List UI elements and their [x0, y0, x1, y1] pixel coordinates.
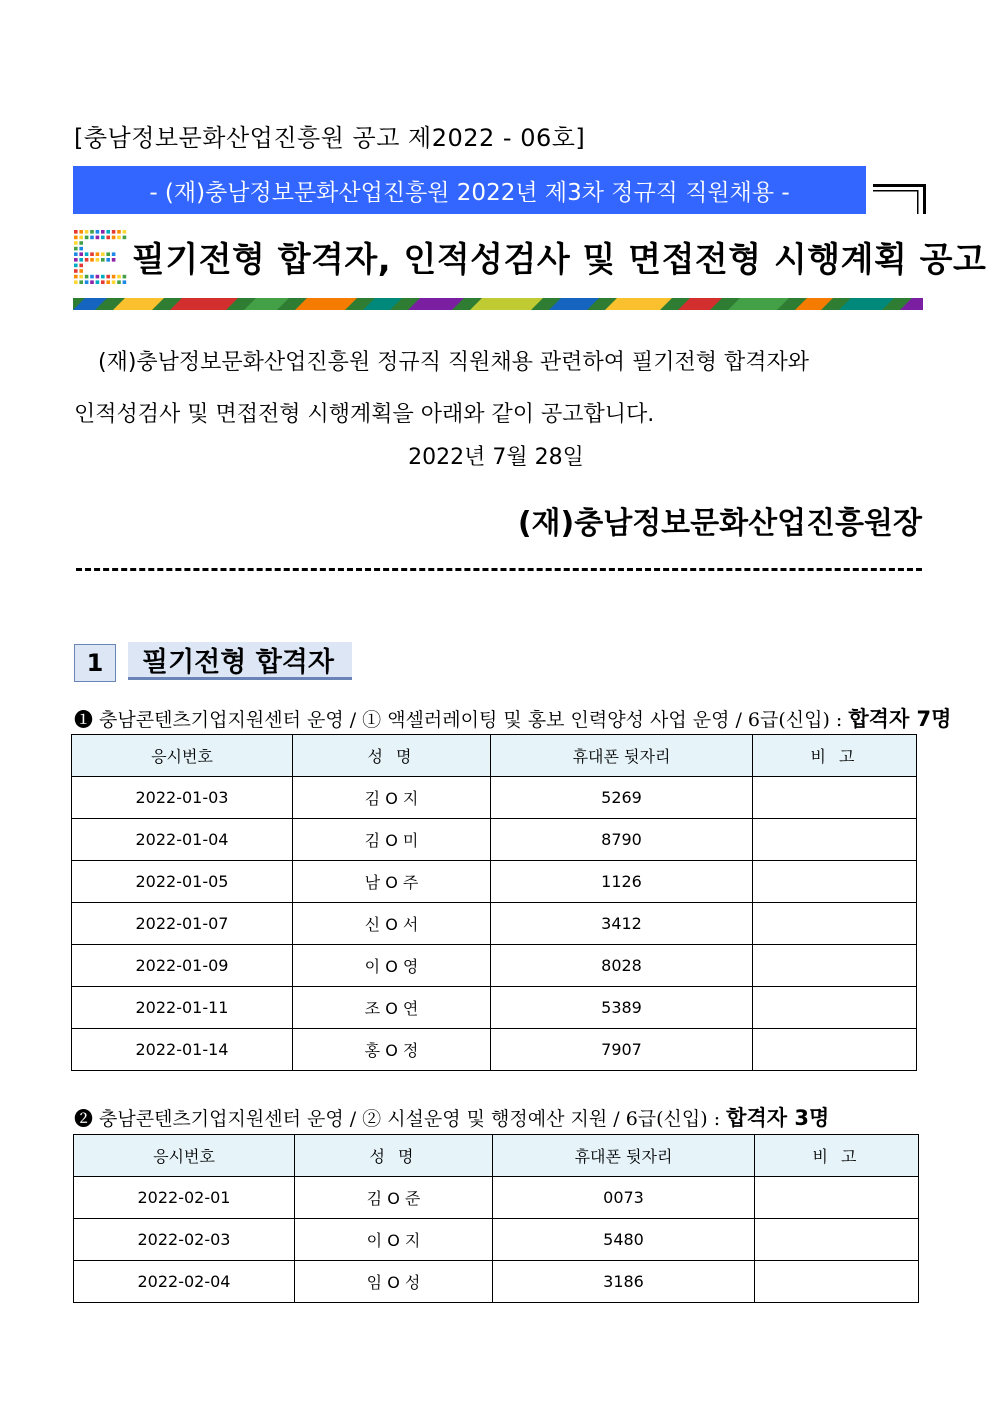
applicant-name: 김 O 지 [293, 777, 491, 819]
group-1-heading [74, 703, 951, 733]
table-row [74, 1177, 919, 1219]
phone-digits: 7907 [491, 1029, 753, 1071]
page-title: 필기전형 합격자, 인적성검사 및 면접전형 시행계획 공고 [132, 240, 987, 280]
header-remarks: 비 고 [753, 735, 917, 777]
intro-paragraph [74, 337, 922, 441]
group-1-count: 합격자 7명 [848, 707, 952, 731]
intro-line-2: 인적성검사 및 면접전형 시행계획을 아래와 같이 공고합니다. [74, 402, 655, 427]
table-row [74, 1261, 919, 1303]
exam-number: 2022-01-03 [72, 777, 293, 819]
exam-number: 2022-01-07 [72, 903, 293, 945]
header-remarks: 비 고 [755, 1135, 919, 1177]
exam-number: 2022-02-04 [74, 1261, 295, 1303]
phone-digits: 1126 [491, 861, 753, 903]
header-name: 성 명 [293, 735, 491, 777]
applicant-name: 임 O 성 [295, 1261, 493, 1303]
group-1-heading-text: ❶ 충남콘텐츠기업지원센터 운영 / ① 액셀러레이팅 및 홍보 인력양성 사업 운영 / 6급(신입) : [74, 709, 843, 731]
announcement-date: 2022년 7월 28일 [408, 445, 584, 470]
group-1-table [71, 734, 917, 1071]
table-row [72, 1029, 917, 1071]
remarks [753, 987, 917, 1029]
remarks [753, 1029, 917, 1071]
phone-digits: 5389 [491, 987, 753, 1029]
phone-digits: 3186 [493, 1261, 755, 1303]
group-2-heading [74, 1102, 829, 1132]
applicant-name: 남 O 주 [293, 861, 491, 903]
notice-number: [충남정보문화산업진흥원 공고 제2022 - 06호] [74, 124, 586, 152]
header-exam-number: 응시번호 [72, 735, 293, 777]
table-row [72, 861, 917, 903]
phone-digits: 0073 [493, 1177, 755, 1219]
remarks [753, 903, 917, 945]
remarks [753, 819, 917, 861]
remarks [753, 777, 917, 819]
header-phone-digits: 휴대폰 뒷자리 [493, 1135, 755, 1177]
group-2-heading-text: ❷ 충남콘텐츠기업지원센터 운영 / ② 시설운영 및 행정예산 지원 / 6급(신입) : [74, 1108, 721, 1130]
header-exam-number: 응시번호 [74, 1135, 295, 1177]
table-row [74, 1219, 919, 1261]
remarks [755, 1219, 919, 1261]
color-stripe-divider [73, 298, 923, 310]
phone-digits: 5480 [493, 1219, 755, 1261]
applicant-name: 김 O 준 [295, 1177, 493, 1219]
intro-line-1: (재)충남정보문화산업진흥원 정규직 직원채용 관련하여 필기전형 합격자와 [98, 350, 809, 375]
applicant-name: 이 O 영 [293, 945, 491, 987]
table-row [72, 987, 917, 1029]
phone-digits: 8028 [491, 945, 753, 987]
table-row [72, 819, 917, 861]
remarks [755, 1261, 919, 1303]
corner-bracket-icon [873, 182, 927, 214]
organization-signature: (재)충남정보문화산업진흥원장 [517, 506, 922, 541]
exam-number: 2022-01-04 [72, 819, 293, 861]
remarks [753, 945, 917, 987]
remarks [755, 1177, 919, 1219]
dotted-e-logo-icon [74, 230, 128, 286]
table-header-row [72, 735, 917, 777]
applicant-name: 김 O 미 [293, 819, 491, 861]
group-2-count: 합격자 3명 [726, 1106, 830, 1130]
applicant-name: 신 O 서 [293, 903, 491, 945]
table-header-row [74, 1135, 919, 1177]
remarks [753, 861, 917, 903]
header-phone-digits: 휴대폰 뒷자리 [491, 735, 753, 777]
section-title: 필기전형 합격자 [128, 642, 352, 680]
exam-number: 2022-02-03 [74, 1219, 295, 1261]
applicant-name: 홍 O 정 [293, 1029, 491, 1071]
applicant-name: 조 O 연 [293, 987, 491, 1029]
table-row [72, 945, 917, 987]
phone-digits: 5269 [491, 777, 753, 819]
table-row [72, 903, 917, 945]
section-number: 1 [74, 644, 116, 682]
table-row [72, 777, 917, 819]
recruitment-banner: - (재)충남정보문화산업진흥원 2022년 제3차 정규직 직원채용 - [73, 166, 866, 214]
phone-digits: 8790 [491, 819, 753, 861]
phone-digits: 3412 [491, 903, 753, 945]
exam-number: 2022-01-14 [72, 1029, 293, 1071]
applicant-name: 이 O 지 [295, 1219, 493, 1261]
header-name: 성 명 [295, 1135, 493, 1177]
exam-number: 2022-02-01 [74, 1177, 295, 1219]
exam-number: 2022-01-11 [72, 987, 293, 1029]
exam-number: 2022-01-09 [72, 945, 293, 987]
group-2-table [73, 1134, 919, 1303]
dashed-divider [76, 568, 922, 571]
exam-number: 2022-01-05 [72, 861, 293, 903]
